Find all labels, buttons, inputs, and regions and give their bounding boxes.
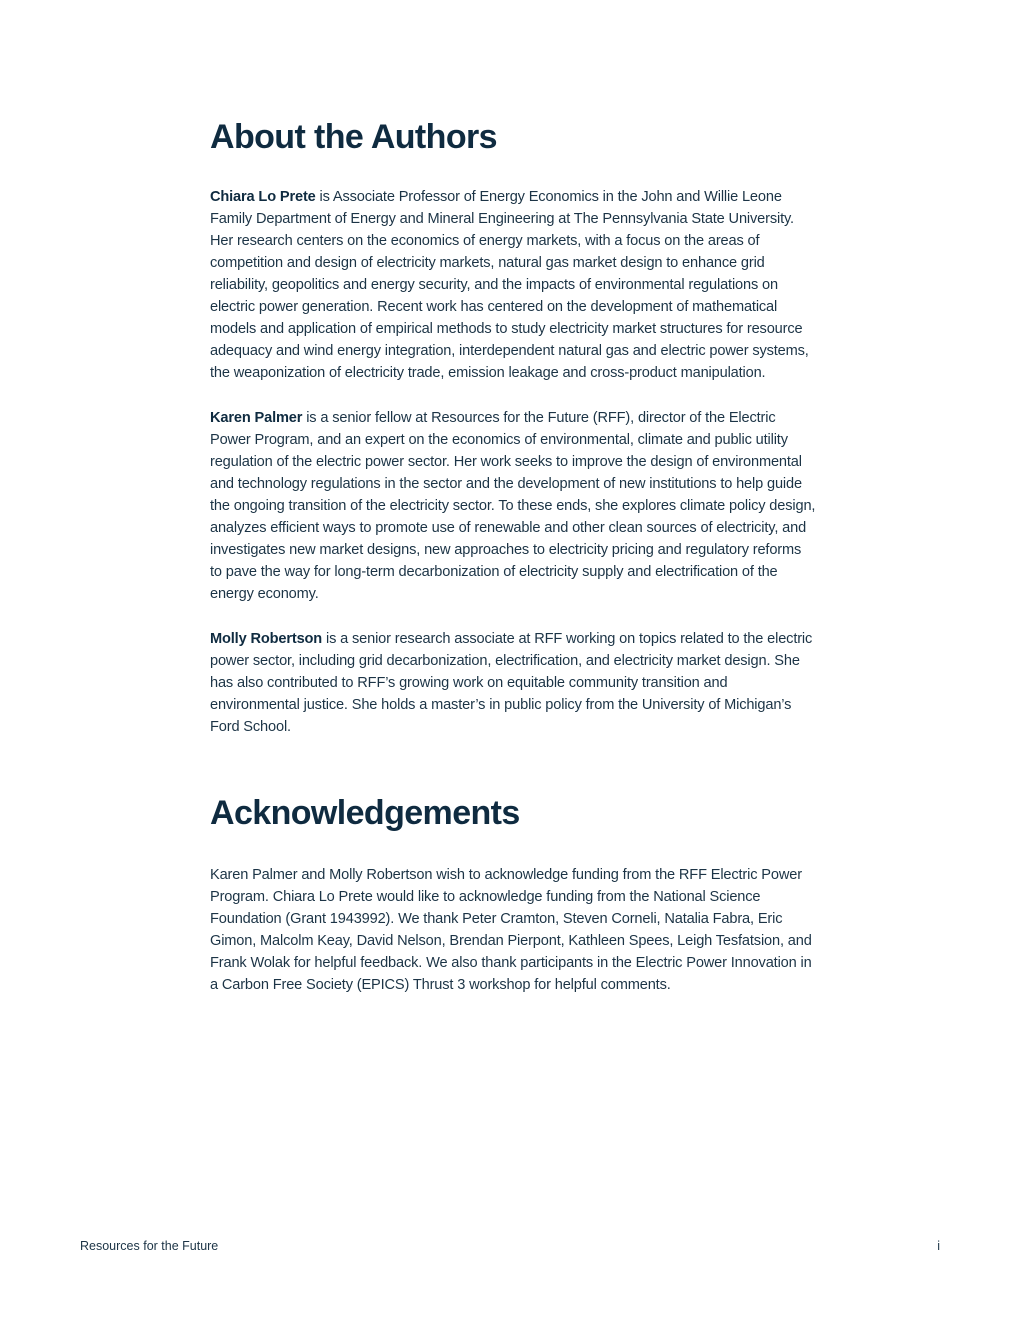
author-name: Karen Palmer — [210, 410, 303, 426]
author-name: Molly Robertson — [210, 631, 323, 647]
author-bio — [210, 407, 816, 605]
author-bio-text: is a senior research associate at RFF working on topics related to the electric power sector, including grid decarbonization, electrification, and electricity market design. She has also contributed to RFF’s growing work on equitable community transition and environmental justice. She holds a master’s in public policy from the University of Michigan’s Ford School. — [210, 631, 813, 735]
about-authors-section — [210, 114, 816, 738]
author-bio — [210, 628, 816, 738]
author-bio — [210, 186, 816, 384]
author-bio-text: is Associate Professor of Energy Economics in the John and Willie Leone Family Department of Energy and Mineral Engineering at The Pennsylvania State University. Her research centers on the economics of energy markets, with a focus on the areas of competition and design of electricity markets, natural gas market design to enhance grid reliability, geopolitics and energy security, and the impacts of environmental regulations on electric power generation. Recent work has centered on the development of mathematical models and application of empirical methods to study electricity market structures for resource adequacy and wind energy integration, interdependent natural gas and electric power systems, the weaponization of electricity trade, emission leakage and cross-product manipulation. — [210, 189, 809, 381]
author-bio-text: is a senior fellow at Resources for the Future (RFF), director of the Electric Power Program, and an expert on the economics of environmental, climate and public utility regulation of the electric power sector. Her work seeks to improve the design of environmental and technology regulations in the sector and the development of new institutions to help guide the ongoing transition of the electricity sector. To these ends, she explores climate policy design, analyzes efficient ways to promote use of renewable and other clean sources of electricity, and investigates new market designs, new approaches to electricity pricing and regulatory reforms to pave the way for long-term decarbonization of electricity supply and electrification of the energy economy. — [210, 410, 816, 602]
author-name: Chiara Lo Prete — [210, 189, 316, 205]
acknowledgements-section — [210, 790, 816, 996]
page-content — [210, 114, 816, 996]
about-authors-heading: About the Authors — [210, 118, 497, 156]
footer-publisher: Resources for the Future — [80, 1239, 219, 1253]
acknowledgements-heading: Acknowledgements — [210, 794, 520, 832]
acknowledgements-text: Karen Palmer and Molly Robertson wish to acknowledge funding from the RFF Electric Power Program. Chiara Lo Prete would like to acknowledge funding from the National Science Foundation (Grant 1943992). We thank Peter Cramton, Steven Corneli, Natalia Fabra, Eric Gimon, Malcolm Keay, David Nelson, Brendan Pierpont, Kathleen Spees, Leigh Tesfatsion, and Frank Wolak for helpful feedback. We also thank participants in the Electric Power Innovation in a Carbon Free Society (EPICS) Thrust 3 workshop for helpful comments. — [210, 867, 812, 993]
footer-page-number: i — [937, 1239, 940, 1253]
